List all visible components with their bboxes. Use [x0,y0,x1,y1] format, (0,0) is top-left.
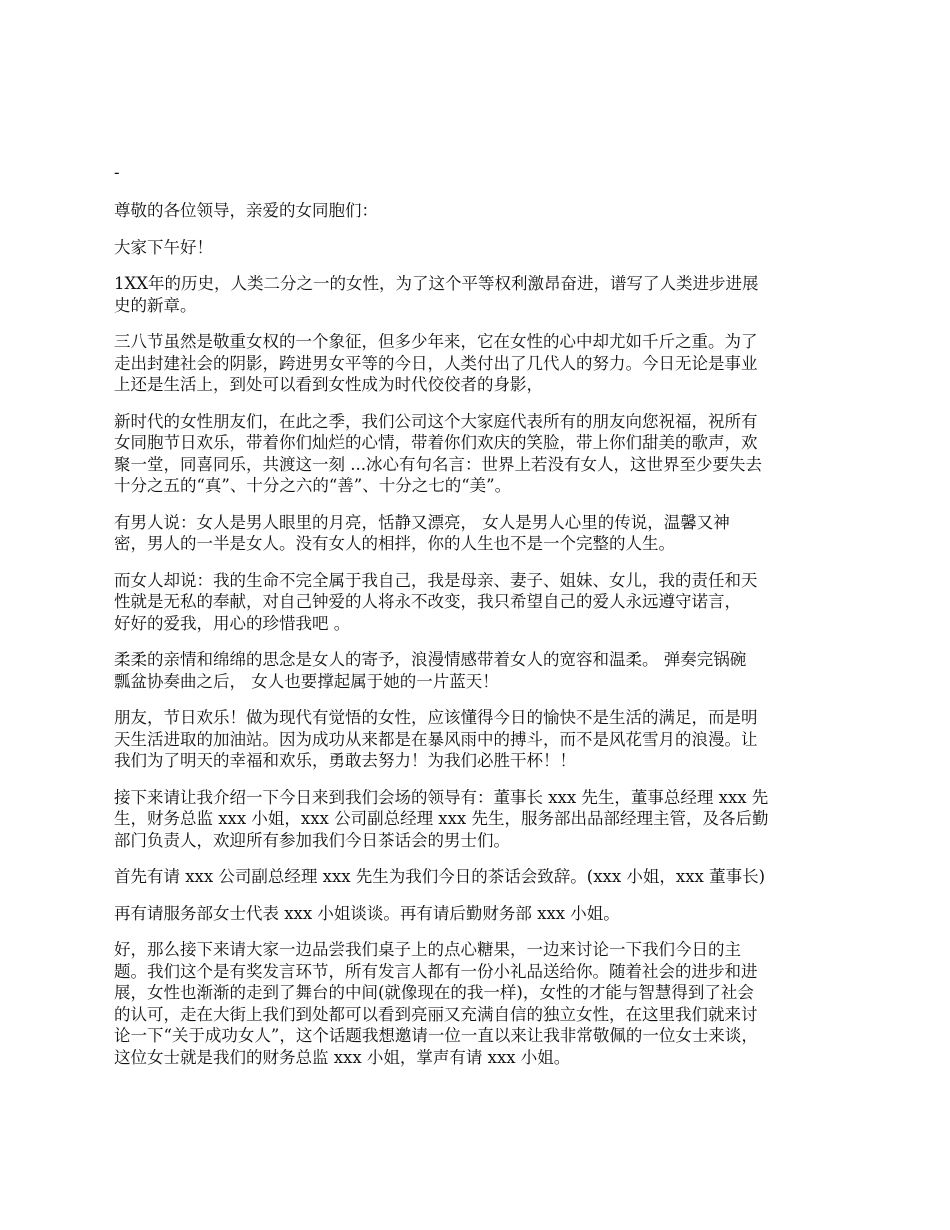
paragraph-men-say: 有男人说：女人是男人眼里的月亮，恬静又漂亮， 女人是男人心里的传说，温馨又神 密，男人的一半是女人。没有女人的相拌，你的人生也不是一个完整的人生。 [114,512,730,553]
paragraph-history: 1XX年的历史，人类二分之一的女性，为了这个平等权利激昂奋进，谱写了人类进步进展 史的新章。 [114,274,759,315]
paragraph-womens-day: 三八节虽然是敬重女权的一个象征，但多少年来，它在女性的心中却尤如千斤之重。为了 走出封建社会的阴影，跨进男女平等的今日，人类付出了几代人的努力。今日无论是事业 上还是生活上，到处可以看到女性成为时代佼佼者的身影， [114,332,758,394]
header-dash: - [114,163,120,182]
paragraph-first-speaker: 首先有请 xxx 公司副总经理 xxx 先生为我们今日的茶话会致辞。(xxx 小姐，xxx 董事长) [114,867,766,886]
paragraph-introductions: 接下来请让我介绍一下今日来到我们会场的领导有：董事长 xxx 先生，董事总经理 xxx 先 生，财务总监 xxx 小姐，xxx 公司副总经理 xxx 先生，服务部出品部经理主管，及各后勤 部门负责人，欢迎所有参加我们今日茶话会的男士们。 [114,787,769,850]
paragraph-salutation: 尊敬的各位领导，亲爱的女同胞们： [114,201,378,220]
paragraph-women-say: 而女人却说：我的生命不完全属于我自己，我是母亲、妻子、姐妹、女儿，我的责任和天 性就是无私的奉献，对自己钟爱的人将永不改变，我只希望自己的爱人永远遵守诺言， 好好的爱我，用心的珍惜我吧 。 [114,570,758,633]
paragraph-blessing: 新时代的女性朋友们，在此之季，我们公司这个大家庭代表所有的朋友向您祝福，祝所有 女同胞节日欢乐，带着你们灿烂的心情，带着你们欢庆的笑脸，带上你们甜美的歌声，欢 聚一堂，同喜同乐，共渡这一刻 ...冰心有句名言：世界上若没有女人，这世界至少要失去 十分之五的“真”、十分之六的“善”、十分之七的“美”。 [114,411,762,495]
paragraph-next-speakers: 再有请服务部女士代表 xxx 小姐谈谈。再有请后勤财务部 xxx 小姐。 [114,903,620,923]
paragraph-discussion: 好，那么接下来请大家一边品尝我们桌子上的点心糖果，一边来讨论一下我们今日的主 题。我们这个是有奖发言环节，所有发言人都有一份小礼品送给你。随着社会的进步和进 展，女性也渐渐的走到了舞台的中间(就像现在的我一样)，女性的才能与智慧得到了社会 的认可，走在大街上我们到处都可以看到亮丽又充满自信的独立女性，在这里我们就来讨 论一下“关于成功女人”，这个话题我想邀请一位一直以来让我非常敬佩的一位女士来谈， 这位女士就是我们的财务总监 xxx 小姐，掌声有请 xxx 小姐。 [114,940,758,1067]
paragraph-tenderness: 柔柔的亲情和绵绵的思念是女人的寄予，浪漫情感带着女人的宽容和温柔。 弹奏完锅碗 瓢盆协奏曲之后， 女人也要撑起属于她的一片蓝天！ [114,650,747,691]
paragraph-greeting: 大家下午好！ [114,237,213,257]
paragraph-friends: 朋友，节日欢乐！做为现代有觉悟的女性，应该懂得今日的愉快不是生活的满足，而是明 天生活进取的加油站。因为成功从来都是在暴风雨中的搏斗，而不是风花雪月的浪漫。让 我们为了明天的幸福和欢乐，勇敢去努力！为我们必胜干杯！！ [114,708,758,770]
document-body [114,163,840,1083]
